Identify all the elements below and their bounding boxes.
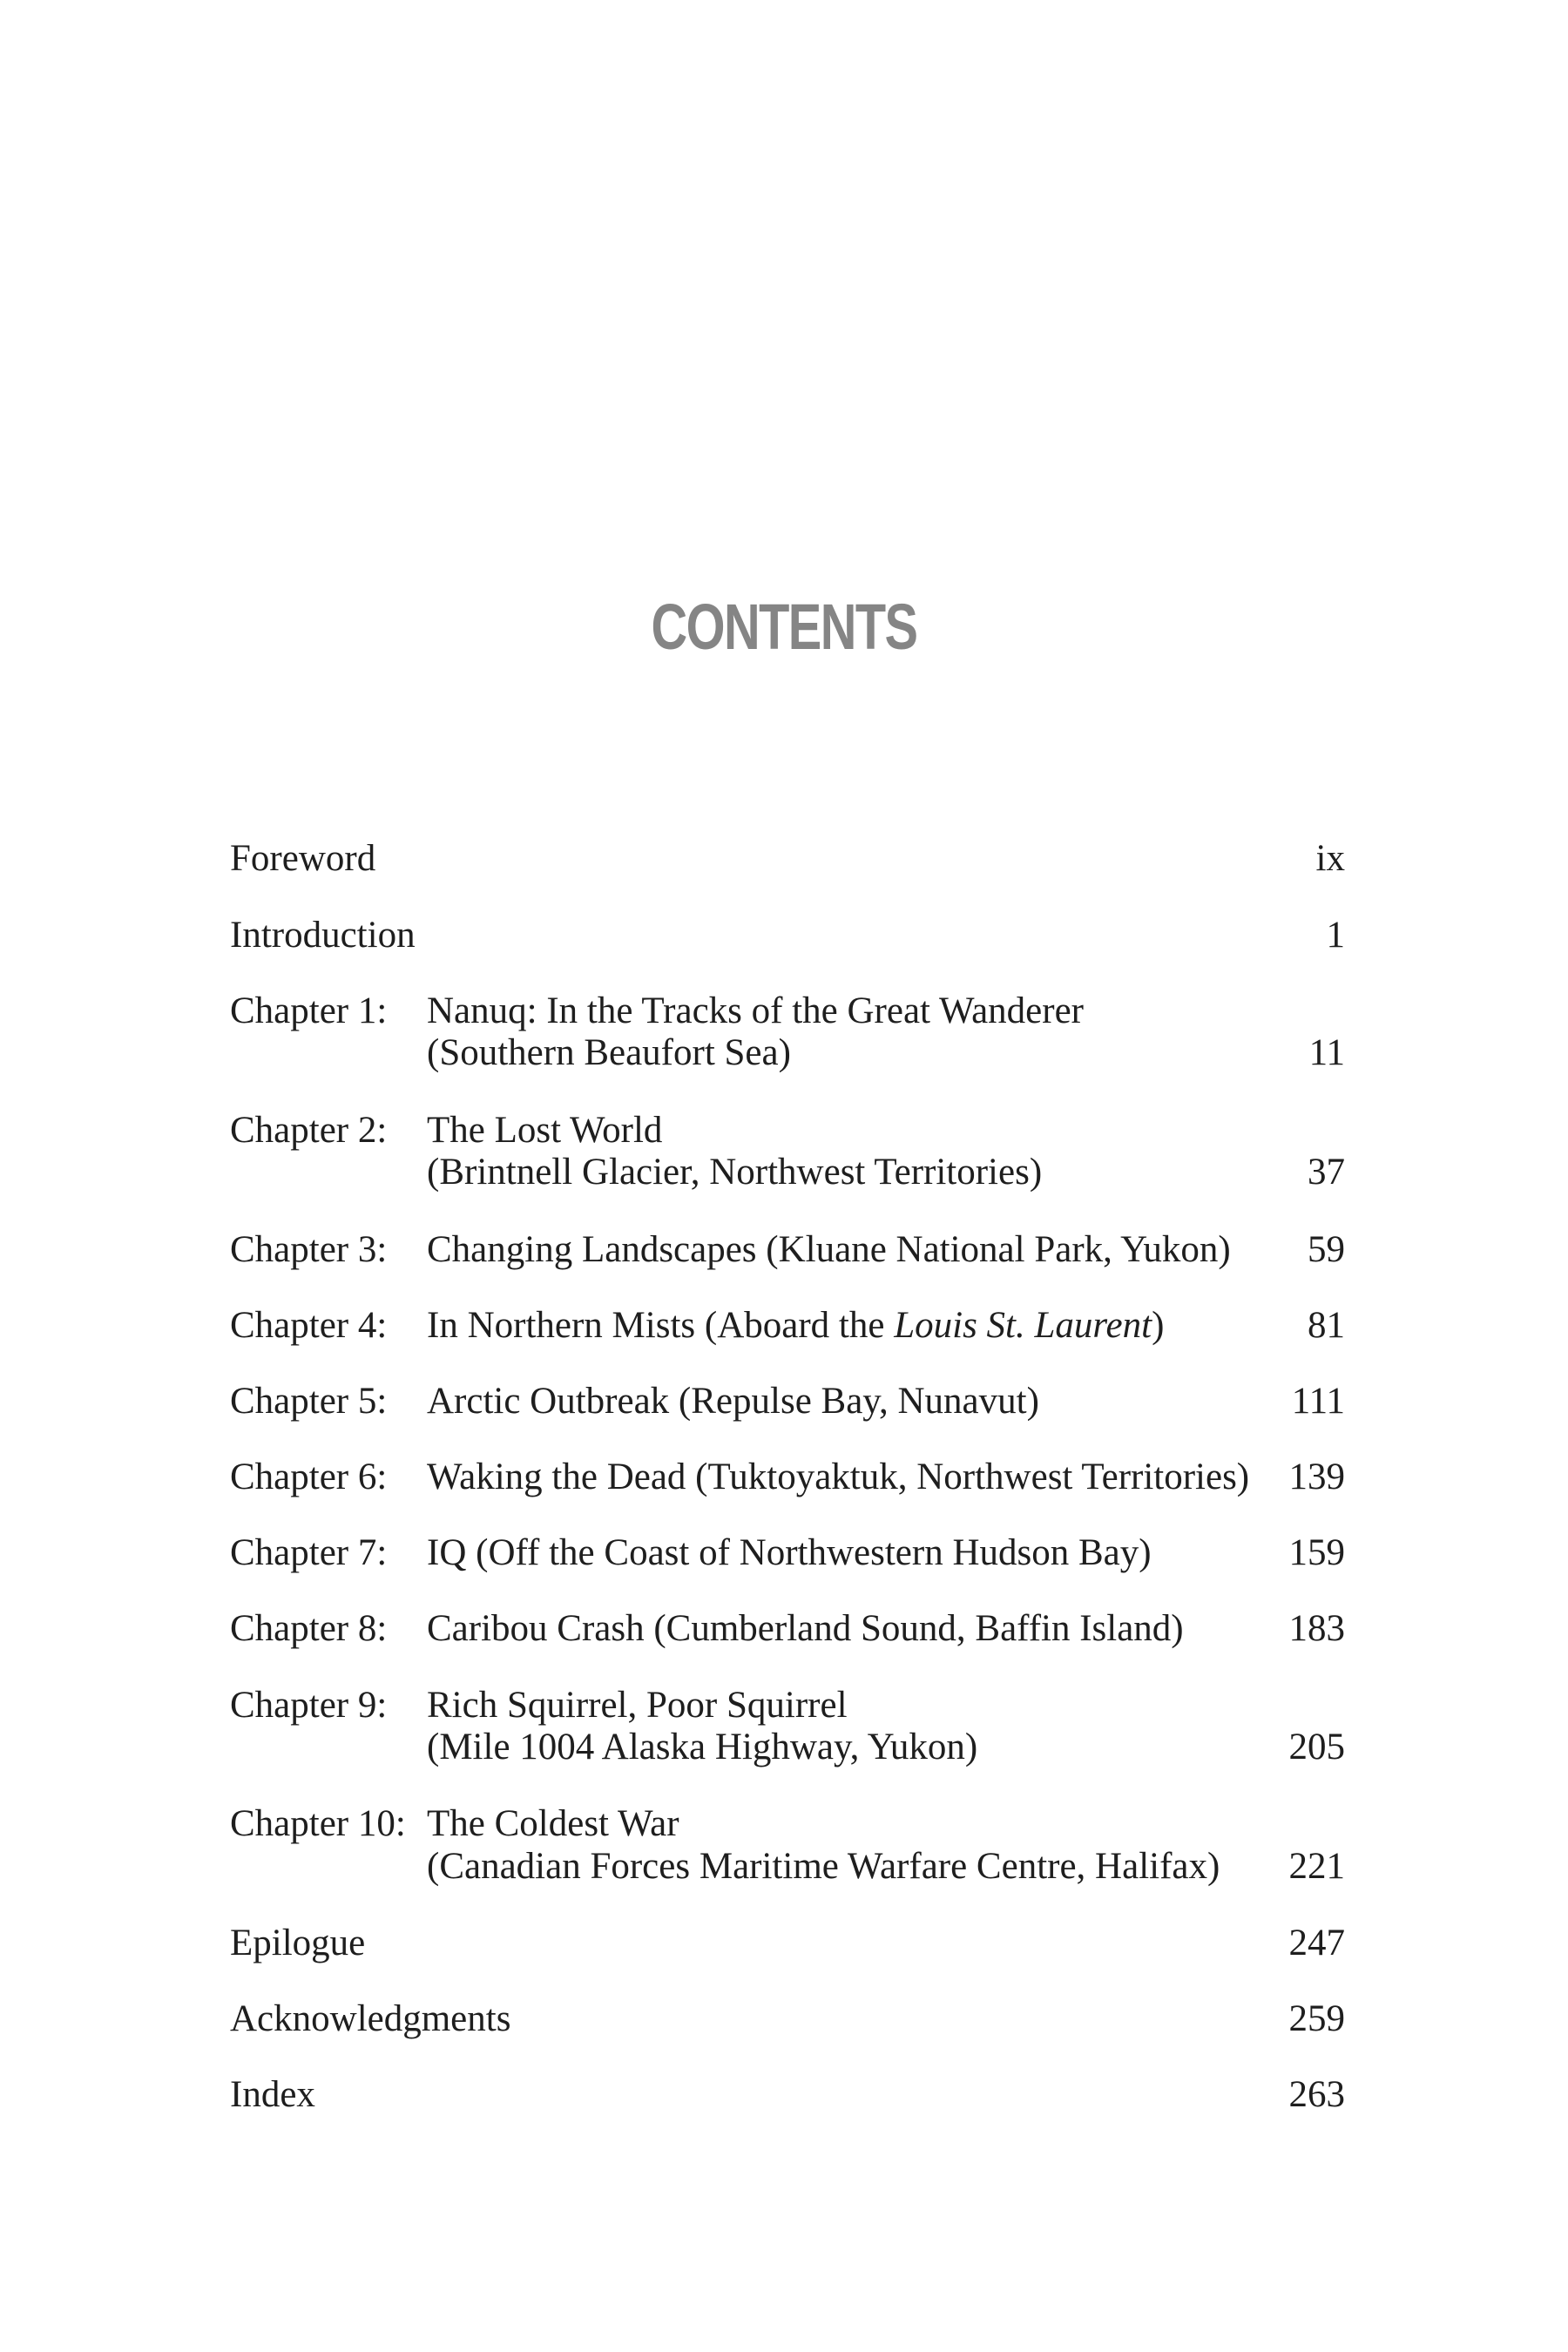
toc-entry-label: Chapter 3: bbox=[230, 1229, 388, 1270]
toc-entry-title: Arctic Outbreak (Repulse Bay, Nunavut) bbox=[427, 1381, 1039, 1422]
toc-entry-title: Changing Landscapes (Kluane National Park, Yukon) bbox=[427, 1229, 1231, 1270]
toc-entry-title bbox=[427, 1300, 1164, 1352]
toc-entry-introduction[interactable] bbox=[230, 909, 1345, 962]
toc-entry-chapter-9-subtitle bbox=[230, 1721, 1345, 1774]
toc-entry-page: 81 bbox=[1308, 1305, 1345, 1346]
toc-entry-page: 11 bbox=[1308, 1032, 1345, 1073]
toc-entry-page: 205 bbox=[1288, 1727, 1345, 1767]
toc-entry-label: Chapter 6: bbox=[230, 1456, 388, 1497]
ship-name: Louis St. Laurent bbox=[894, 1305, 1152, 1346]
toc-entry-title: The Lost World bbox=[427, 1110, 663, 1151]
toc-entry-title: Rich Squirrel, Poor Squirrel bbox=[427, 1685, 848, 1726]
toc-entry-page: ix bbox=[1315, 838, 1345, 879]
toc-entry-label: Acknowledgments bbox=[230, 1998, 511, 2039]
toc-entry-page: 111 bbox=[1291, 1381, 1345, 1422]
toc-entry-chapter-3[interactable] bbox=[230, 1224, 1345, 1276]
toc-entry-label: Chapter 1: bbox=[230, 990, 388, 1031]
toc-entry-index[interactable] bbox=[230, 2069, 1345, 2121]
toc-entry-label: Index bbox=[230, 2074, 315, 2115]
toc-entry-chapter-1-subtitle bbox=[230, 1027, 1345, 1079]
toc-entry-chapter-4[interactable] bbox=[230, 1300, 1345, 1352]
toc-entry-label: Chapter 9: bbox=[230, 1685, 388, 1726]
toc-entry-label: Chapter 7: bbox=[230, 1532, 388, 1573]
toc-entry-chapter-7[interactable] bbox=[230, 1527, 1345, 1579]
toc-entry-label: Foreword bbox=[230, 838, 376, 879]
toc-entry-chapter-2-subtitle bbox=[230, 1146, 1345, 1199]
toc-entry-title: Caribou Crash (Cumberland Sound, Baffin Island) bbox=[427, 1608, 1184, 1649]
toc-entry-label: Epilogue bbox=[230, 1923, 366, 1963]
page-title: CONTENTS bbox=[651, 591, 917, 663]
toc-entry-title: IQ (Off the Coast of Northwestern Hudson Bay) bbox=[427, 1532, 1152, 1573]
toc-entry-subtitle: (Mile 1004 Alaska Highway, Yukon) bbox=[427, 1727, 978, 1767]
toc-entry-page: 59 bbox=[1308, 1229, 1345, 1270]
toc-entry-acknowledgments[interactable] bbox=[230, 1993, 1345, 2045]
toc-entry-label: Chapter 5: bbox=[230, 1381, 388, 1422]
toc-entry-title: Nanuq: In the Tracks of the Great Wanderer bbox=[427, 990, 1084, 1031]
toc-entry-title: The Coldest War bbox=[427, 1803, 679, 1844]
toc-entry-title-prefix: In Northern Mists (Aboard the bbox=[427, 1305, 895, 1346]
toc-entry-page: 37 bbox=[1308, 1152, 1345, 1193]
toc-entry-title: Waking the Dead (Tuktoyaktuk, Northwest Territories) bbox=[427, 1456, 1250, 1497]
toc-entry-page: 221 bbox=[1288, 1846, 1345, 1887]
toc-entry-page: 263 bbox=[1288, 2074, 1345, 2115]
toc-entry-epilogue[interactable] bbox=[230, 1917, 1345, 1970]
toc-entry-subtitle: (Canadian Forces Maritime Warfare Centre, Halifax) bbox=[427, 1846, 1220, 1887]
toc-entry-page: 247 bbox=[1288, 1923, 1345, 1963]
toc-entry-page: 259 bbox=[1288, 1998, 1345, 2039]
toc-entry-label: Chapter 4: bbox=[230, 1305, 388, 1346]
toc-entry-chapter-5[interactable] bbox=[230, 1375, 1345, 1428]
toc-entry-chapter-8[interactable] bbox=[230, 1603, 1345, 1655]
toc-entry-page: 139 bbox=[1288, 1456, 1345, 1497]
toc-entry-foreword[interactable] bbox=[230, 833, 1345, 885]
toc-entry-label: Chapter 10: bbox=[230, 1803, 406, 1844]
toc-entry-page: 183 bbox=[1288, 1608, 1345, 1649]
toc-entry-label: Chapter 2: bbox=[230, 1110, 388, 1151]
toc-entry-label: Chapter 8: bbox=[230, 1608, 388, 1649]
toc-entry-chapter-6[interactable] bbox=[230, 1451, 1345, 1504]
toc-entry-chapter-10-subtitle bbox=[230, 1841, 1345, 1893]
toc-entry-label: Introduction bbox=[230, 915, 416, 956]
toc-entry-page: 159 bbox=[1288, 1532, 1345, 1573]
toc-entry-subtitle: (Southern Beaufort Sea) bbox=[427, 1032, 791, 1073]
table-of-contents bbox=[230, 0, 1345, 2352]
toc-entry-subtitle: (Brintnell Glacier, Northwest Territories) bbox=[427, 1152, 1043, 1193]
toc-entry-page: 1 bbox=[1326, 915, 1345, 956]
toc-entry-title-suffix: ) bbox=[1152, 1305, 1165, 1346]
